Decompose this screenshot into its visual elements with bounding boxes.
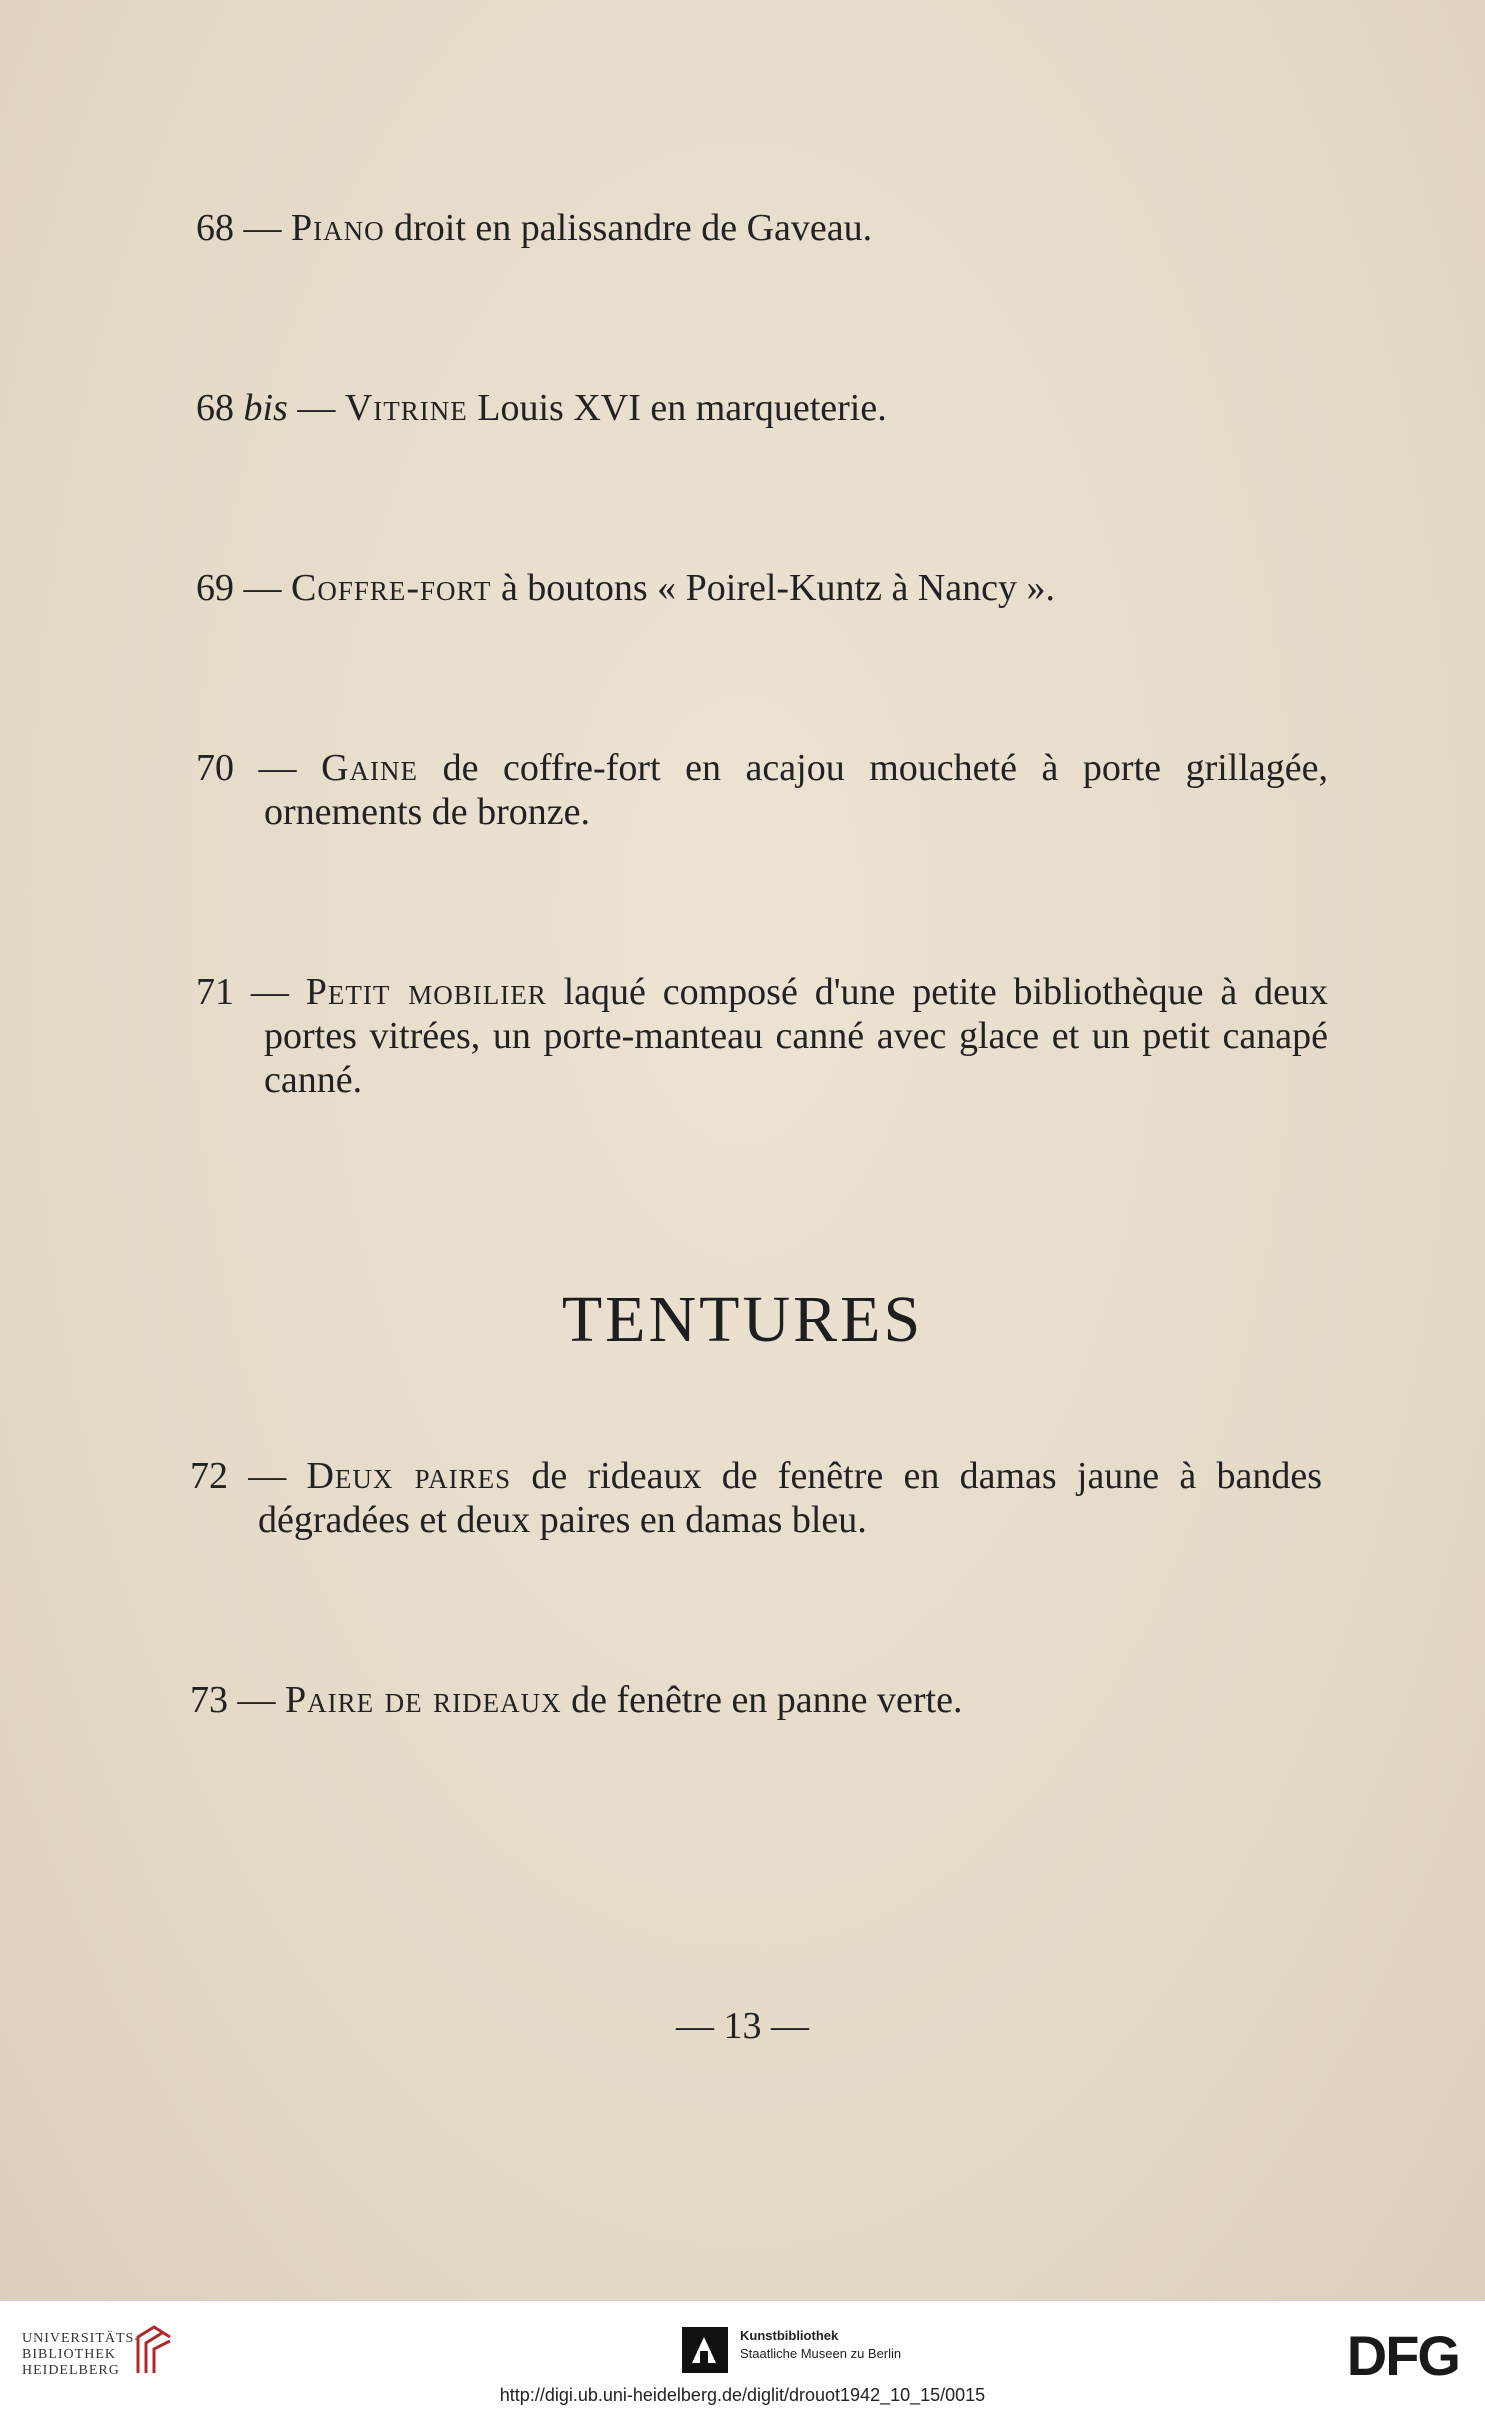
entry-text: droit en palissandre de Gaveau. [394,207,873,249]
entry-text: Louis XVI en marqueterie. [477,387,887,429]
digitization-footer [0,2300,1485,2409]
entry-number: 71 [196,971,234,1013]
entry-number: 68 [196,207,234,249]
university-logo-icon [132,2323,176,2377]
catalog-entry-69: 69 — Coffre-fort à boutons « Poirel-Kuntz à Nancy ». [196,567,1055,609]
entry-lead: Paire de rideaux [285,1679,562,1721]
kunstbibliothek-logo-icon [682,2327,728,2373]
entry-number: 72 [190,1455,228,1497]
entry-lead: Piano [291,207,385,249]
entry-text: laqué composé d'une petite bibliothèque à deux portes vitrées, un porte-manteau canné avec glace et un petit canapé canné. [264,971,1328,1101]
entry-lead: Vitrine [344,387,468,429]
entry-text: de rideaux de fenêtre en damas jaune à bandes dégradées et deux paires en damas bleu. [258,1455,1323,1541]
entry-text: de coffre-fort en acajou moucheté à porte grillagée, ornements de bronze. [264,747,1328,833]
catalog-entry-71: 71 — Petit mobilier laqué composé d'une petite bibliothèque à deux portes vitrées, un porte-manteau canné avec glace et un petit canapé canné. [196,971,1328,1101]
entry-number: 68 [196,387,234,429]
entry-text: à boutons « Poirel-Kuntz à Nancy ». [500,567,1055,609]
entry-lead: Deux paires [306,1455,512,1497]
kunstbibliothek-label: Kunstbibliothek Staatliche Museen zu Berlin [740,2328,902,2361]
catalog-entry-72: 72 — Deux paires de rideaux de fenêtre en damas jaune à bandes dégradées et deux paires en damas bleu. [190,1455,1323,1541]
entry-text: de fenêtre en panne verte. [571,1679,963,1721]
dfg-logo: DFG [1346,2324,1459,2387]
catalog-entry-68: 68 — Piano droit en palissandre de Gaveau. [196,207,873,249]
entry-lead: Gaine [321,747,419,789]
entry-lead: Petit mobilier [305,971,547,1013]
entry-number: 70 [196,747,234,789]
entry-bis: bis [243,387,288,429]
entry-lead: Coffre-fort [291,567,492,609]
university-library-label: UNIVERSITÄTS- BIBLIOTHEK HEIDELBERG [22,2331,140,2378]
section-heading: TENTURES [561,1283,924,1356]
catalog-entry-70: 70 — Gaine de coffre-fort en acajou moucheté à porte grillagée, ornements de bronze. [196,747,1328,833]
entry-number: 69 [196,567,234,609]
catalog-entry-68-bis: 68 bis — Vitrine Louis XVI en marqueterie. [196,387,887,429]
source-url-link[interactable]: http://digi.ub.uni-heidelberg.de/diglit/drouot1942_10_15/0015 [499,2385,986,2405]
entry-number: 73 [190,1679,228,1721]
page-number: — 13 — [676,2005,809,2047]
catalog-entry-73: 73 — Paire de rideaux de fenêtre en panne verte. [190,1679,963,1721]
